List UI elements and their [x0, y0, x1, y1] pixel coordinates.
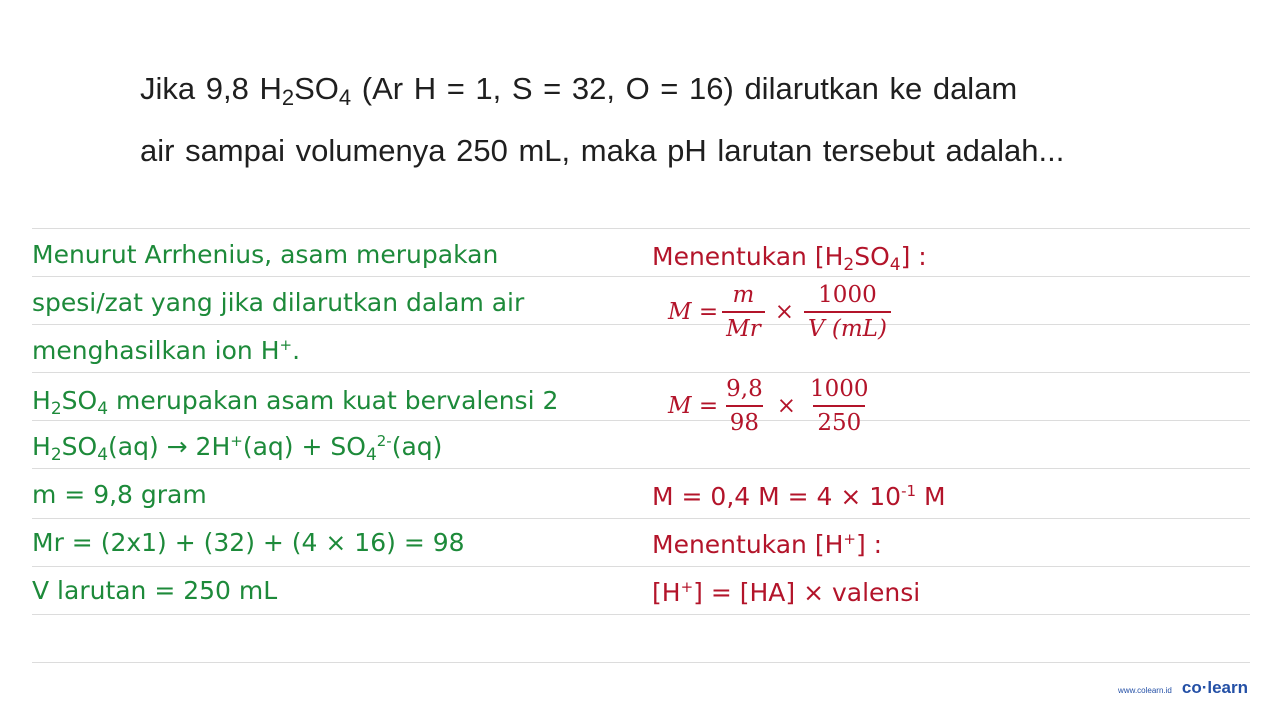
question-line-2: air sampai volumenya 250 mL, maka pH larutan tersebut adalah... — [140, 133, 1065, 168]
text-part: H — [32, 386, 51, 415]
determine-h2so4-heading — [652, 242, 927, 275]
denominator: Mr — [722, 311, 765, 342]
text-part: Menentukan [H — [652, 530, 844, 559]
h-plus-formula — [652, 578, 920, 607]
denominator: 98 — [726, 405, 763, 436]
text-part: SO — [61, 432, 98, 461]
ruled-line — [32, 614, 1250, 615]
ruled-line — [32, 228, 1250, 229]
ruled-line — [32, 324, 1250, 325]
multiply-sign: × — [774, 299, 794, 325]
text-part: . — [292, 336, 301, 365]
superscript: + — [680, 578, 694, 596]
fraction-1000-over-volume — [804, 282, 891, 342]
superscript: 2- — [376, 432, 392, 450]
subscript: 4 — [365, 445, 377, 465]
ruled-line — [32, 518, 1250, 519]
text-part: merupakan asam kuat bervalensi 2 — [108, 386, 559, 415]
formula-lhs: M = — [668, 299, 719, 325]
numerator: 9,8 — [726, 376, 763, 402]
text-part: M = 0,4 M = 4 × 10 — [652, 482, 902, 511]
molarity-result — [652, 482, 946, 511]
question-text-part: Jika 9,8 H — [140, 71, 282, 106]
brand-url: www.colearn.id — [1118, 686, 1172, 695]
ionization-equation — [32, 432, 443, 465]
determine-h-plus-heading — [652, 530, 882, 559]
subscript: 4 — [97, 399, 109, 419]
brand-watermark — [1118, 678, 1248, 698]
ruled-line — [32, 468, 1250, 469]
colearn-logo: co·learn — [1181, 678, 1248, 697]
superscript: + — [279, 336, 293, 354]
text-part: (aq) → 2H — [108, 432, 231, 461]
numerator: 1000 — [810, 376, 869, 402]
text-part: (aq) + SO — [242, 432, 366, 461]
strong-acid-line — [32, 386, 559, 419]
superscript: -1 — [901, 482, 917, 500]
fraction-mass-over-mr — [722, 282, 765, 342]
ruled-line — [32, 566, 1250, 567]
text-part: M — [916, 482, 946, 511]
denominator: V (mL) — [804, 311, 891, 342]
question-text-part: (Ar H = 1, S = 32, O = 16) dilarutkan ke dalam — [351, 71, 1018, 106]
arrhenius-line-3 — [32, 336, 300, 365]
question-text — [140, 58, 1180, 182]
multiply-sign: × — [776, 393, 796, 419]
subscript: 4 — [889, 255, 901, 275]
ruled-line — [32, 276, 1250, 277]
text-part: SO — [854, 242, 890, 271]
question-line-1 — [140, 58, 1180, 120]
question-text-part: SO — [294, 71, 339, 106]
text-part: (aq) — [391, 432, 443, 461]
text-part: [H — [652, 578, 681, 607]
text-part: H — [32, 432, 51, 461]
text-part: ] : — [855, 530, 883, 559]
text-part: Menentukan [H — [652, 242, 844, 271]
subscript: 4 — [97, 445, 109, 465]
fraction-9-8-over-98 — [722, 376, 767, 436]
formula-lhs: M = — [668, 393, 719, 419]
superscript: + — [843, 530, 856, 548]
subscript: 4 — [338, 85, 352, 110]
subscript: 2 — [843, 255, 855, 275]
mr-line: Mr = (2x1) + (32) + (4 × 16) = 98 — [32, 528, 465, 557]
mass-line: m = 9,8 gram — [32, 480, 207, 509]
text-part: SO — [61, 386, 98, 415]
numerator: m — [732, 282, 755, 308]
fraction-1000-over-250 — [806, 376, 873, 436]
ruled-line — [32, 662, 1250, 663]
arrhenius-line-2: spesi/zat yang jika dilarutkan dalam air — [32, 288, 525, 317]
text-part: ] = [HA] × valensi — [693, 578, 921, 607]
numerator: 1000 — [818, 282, 877, 308]
subscript: 2 — [50, 445, 62, 465]
arrhenius-line-1: Menurut Arrhenius, asam merupakan — [32, 240, 499, 269]
superscript: + — [230, 432, 243, 450]
subscript: 2 — [281, 85, 295, 110]
text-part: menghasilkan ion H — [32, 336, 280, 365]
molarity-formula — [668, 282, 895, 342]
molarity-substitution — [668, 376, 877, 436]
denominator: 250 — [813, 405, 865, 436]
subscript: 2 — [50, 399, 62, 419]
text-part: ] : — [900, 242, 927, 271]
volume-line: V larutan = 250 mL — [32, 576, 278, 605]
ruled-line — [32, 372, 1250, 373]
ruled-line — [32, 420, 1250, 421]
